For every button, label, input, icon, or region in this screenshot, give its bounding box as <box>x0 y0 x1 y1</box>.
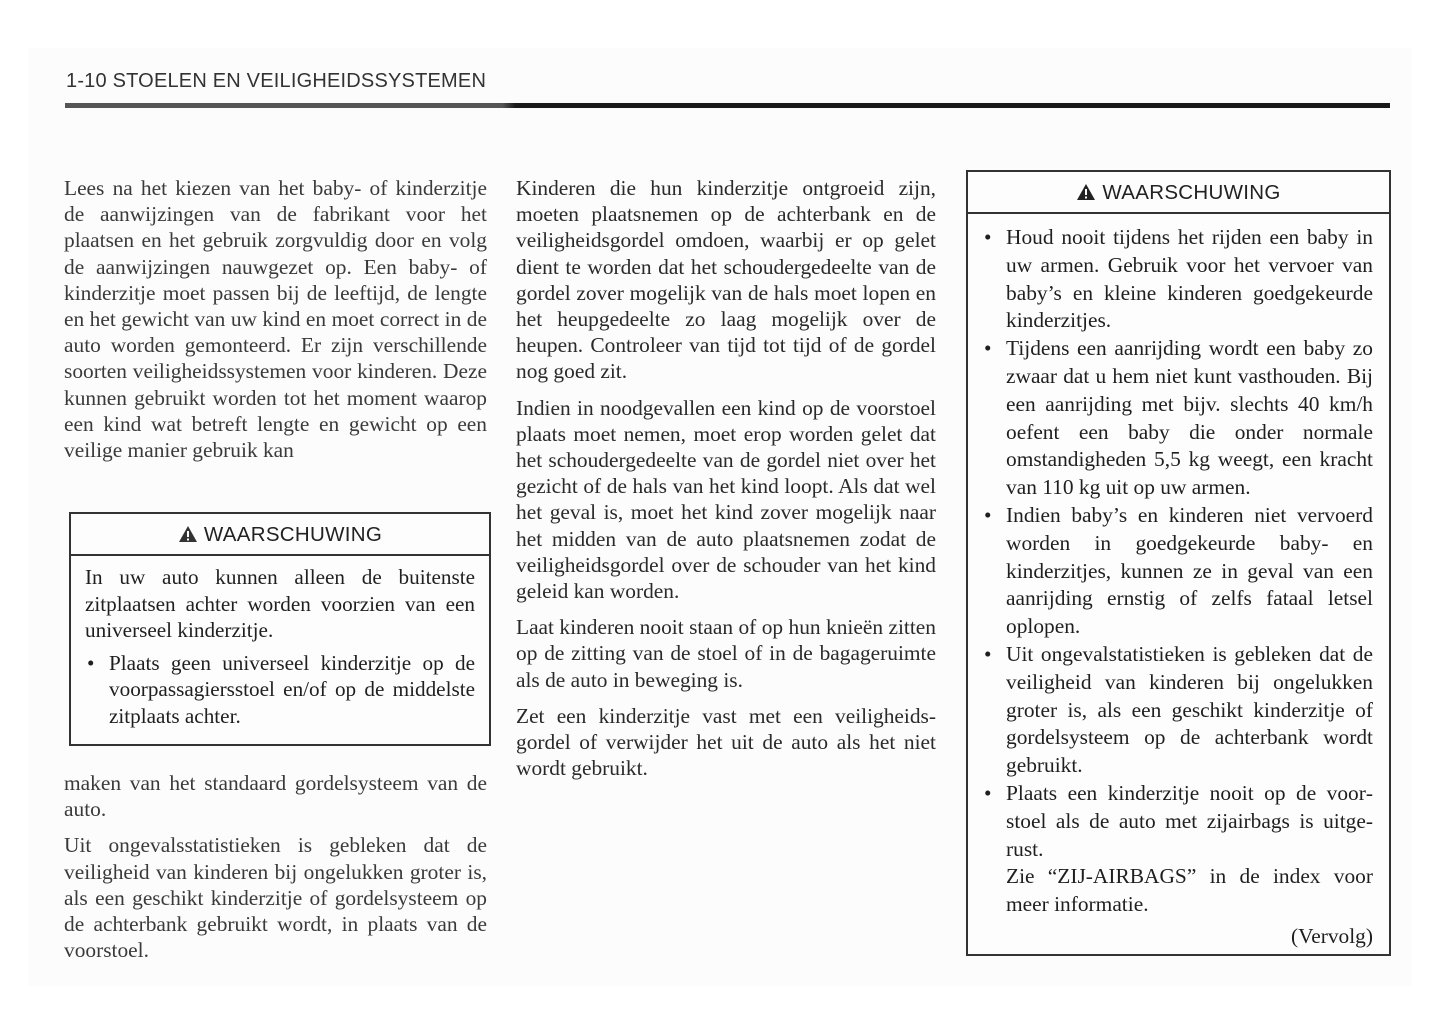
warning-bullet-text: Indien baby’s en kinderen niet vervoerd worden in goedgekeurde baby- en kinderzitjes, kunnen ze in geval van een aanrijding ernstig of zelfs fataal letsel oplopen. <box>1006 502 1373 639</box>
bullet-icon: • <box>87 650 95 675</box>
warning-bullet <box>982 502 1373 641</box>
warning-intro: In uw auto kunnen alleen de buitenste zitplaatsen achter worden voorzien van een universeel kinderzitje. <box>85 565 475 643</box>
warning-header <box>968 172 1389 214</box>
warning-title: WAARSCHUWING <box>1102 181 1281 204</box>
warning-bullet-text: Uit ongevalstatistieken is gebleken dat de veiligheid van kinderen bij ongelukken groter is, als een geschikt kinderzitje of gordelsysteem op de achterbank wordt gebruikt. <box>1006 641 1373 778</box>
warning-bullet-list <box>85 650 475 730</box>
bullet-icon: • <box>984 225 992 249</box>
bullet-icon: • <box>984 641 992 666</box>
left-paragraph-3: Uit ongevalsstatistieken is gebleken dat de veiligheid van kinderen bij ongelukken groter is, als een geschikt kinderzitje of gordelsysteem op de achterbank gebruikt wordt, in plaats van de voorstoel. <box>64 833 487 963</box>
header-rule <box>65 103 1390 108</box>
warning-bullet <box>85 650 475 730</box>
warning-box-right <box>966 170 1391 956</box>
warning-body <box>968 214 1389 957</box>
warning-bullet <box>982 224 1373 335</box>
warning-bullet-text: Plaats een kinderzitje nooit op de voorstoel als de auto met zijairbags is uitgerust. <box>1006 780 1373 861</box>
middle-column <box>516 175 936 791</box>
warning-body <box>71 556 489 740</box>
bullet-icon: • <box>984 502 992 527</box>
see-also-note: Zie “ZIJ-AIRBAGS” in de index voor meer informatie. <box>1006 864 1373 917</box>
bullet-icon: • <box>984 780 992 805</box>
left-column <box>64 175 487 473</box>
warning-bullet-list <box>982 224 1373 919</box>
warning-triangle-icon <box>178 525 198 543</box>
warning-title: WAARSCHUWING <box>203 523 383 546</box>
continued-label: (Vervolg) <box>1291 923 1373 948</box>
warning-bullet <box>982 780 1373 919</box>
warning-header <box>71 514 489 556</box>
warning-bullet-text: Plaats geen universeel kinderzitje op de voorpassagiersstoel en/of op de middelste zitplaats achter. <box>109 650 475 728</box>
running-head: 1-10 STOELEN EN VEILIGHEIDSSYSTEMEN <box>66 70 487 92</box>
bullet-icon: • <box>984 336 992 361</box>
middle-paragraph-1: Kinderen die hun kinderzitje ontgroeid zijn, moeten plaatsnemen op de achterbank en de veiligheidsgordel omdoen, waarbij er op gelet dient te worden dat het schoudergedeelte van de gordel zover mogelijk van de hals moet lopen en het heupgedeelte zo laag mogelijk over de heupen. Controleer van tijd tot tijd of de gordel nog goed zit. <box>516 176 936 384</box>
warning-bullet <box>982 335 1373 502</box>
left-paragraph-2: maken van het standaard gordelsysteem van de auto. <box>64 771 487 822</box>
warning-box-left <box>69 512 491 746</box>
middle-paragraph-3: Laat kinderen nooit staan of op hun knieën zitten op de zitting van de stoel of in de bagageruimte als de auto in beweging is. <box>516 615 936 692</box>
warning-triangle-icon <box>1076 183 1096 201</box>
left-column-continued <box>64 770 487 973</box>
middle-paragraph-4: Zet een kinderzitje vast met een veiligheidsgordel of verwijder het uit de auto als het niet wordt gebruikt. <box>516 703 936 781</box>
warning-bullet-text: Houd nooit tijdens het rijden een baby in uw armen. Gebruik voor het vervoer van baby’s en kleine kinderen goedgekeurde kinderzitjes. <box>1006 225 1373 333</box>
middle-paragraph-2: Indien in noodgevallen een kind op de voorstoel plaats moet nemen, moet erop worden gelet dat het schoudergedeelte van de gordel niet over het gezicht of de hals van het kind loopt. Als dat wel het geval is, moet het kind zover mogelijk naar het midden van de auto plaatsnemen zodat de veiligheidsgordel over de schouder van het kind geleid kan worden. <box>516 395 936 604</box>
warning-bullet-text: Tijdens een aanrijding wordt een baby zo zwaar dat u hem niet kunt vasthouden. Bij een aanrijding met bijv. slechts 40 km/h oefent een baby die onder normale omstandigheden 5,5 kg weegt, een kracht van 110 kg uit op uw armen. <box>1006 336 1373 500</box>
left-paragraph-1: Lees na het kiezen van het baby- of kinderzitje de aanwijzingen van de fabrikant voor het plaatsen en het gebruik zorgvuldig door en volg de aanwijzingen nauwgezet op. Een baby- of kinderzitje moet passen bij de leeftijd, de lengte en het gewicht van uw kind en moet correct in de auto worden gemonteerd. Er zijn verschillende soorten veiligheidssystemen voor kinderen. Deze kunnen gebruikt worden tot het moment waarop een kind wat betreft lengte en gewicht op een veilige manier gebruik kan <box>64 176 487 463</box>
warning-bullet <box>982 641 1373 780</box>
